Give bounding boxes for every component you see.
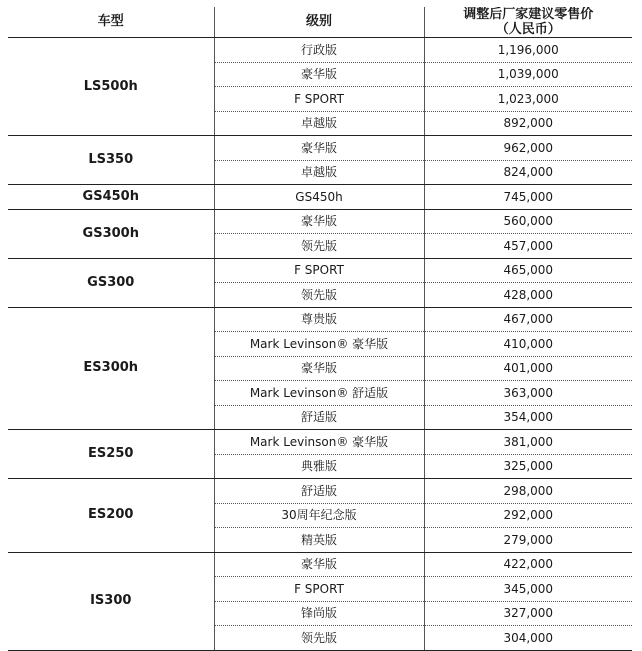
model-cell: GS450h — [8, 185, 214, 210]
table-row — [8, 307, 632, 332]
table-row — [8, 258, 632, 283]
trim-cell: 典雅版 — [214, 454, 424, 479]
header-price-line1: 调整后厂家建议零售价 — [463, 7, 594, 22]
price-cell: 465,000 — [424, 258, 632, 283]
price-table — [8, 7, 632, 651]
price-cell: 401,000 — [424, 356, 632, 381]
header-price-line2: （人民币） — [495, 22, 561, 37]
price-cell: 304,000 — [424, 626, 632, 651]
table-header — [8, 7, 632, 38]
model-cell: GS300h — [8, 209, 214, 258]
trim-cell: F SPORT — [214, 258, 424, 283]
price-cell: 745,000 — [424, 185, 632, 210]
trim-cell: 领先版 — [214, 626, 424, 651]
price-cell: 467,000 — [424, 307, 632, 332]
price-cell: 410,000 — [424, 332, 632, 357]
model-cell: LS350 — [8, 136, 214, 185]
table-row — [8, 209, 632, 234]
trim-cell: 领先版 — [214, 283, 424, 308]
trim-cell: 领先版 — [214, 234, 424, 259]
model-cell: ES200 — [8, 479, 214, 553]
trim-cell: GS450h — [214, 185, 424, 210]
table-row — [8, 479, 632, 504]
price-cell: 1,023,000 — [424, 87, 632, 112]
trim-cell: 精英版 — [214, 528, 424, 553]
trim-cell: 豪华版 — [214, 356, 424, 381]
model-cell: LS500h — [8, 38, 214, 136]
trim-cell: Mark Levinson® 舒适版 — [214, 381, 424, 406]
table-row — [8, 185, 632, 210]
trim-cell: 30周年纪念版 — [214, 503, 424, 528]
header-trim: 级别 — [214, 7, 424, 38]
trim-cell: 尊贵版 — [214, 307, 424, 332]
price-cell: 457,000 — [424, 234, 632, 259]
header-price — [424, 7, 632, 38]
price-cell: 363,000 — [424, 381, 632, 406]
model-cell: ES300h — [8, 307, 214, 430]
table-row — [8, 552, 632, 577]
price-cell: 560,000 — [424, 209, 632, 234]
price-cell: 1,196,000 — [424, 38, 632, 63]
price-cell: 428,000 — [424, 283, 632, 308]
trim-cell: 行政版 — [214, 38, 424, 63]
price-cell: 325,000 — [424, 454, 632, 479]
price-cell: 327,000 — [424, 601, 632, 626]
trim-cell: 锋尚版 — [214, 601, 424, 626]
trim-cell: 卓越版 — [214, 160, 424, 185]
price-cell: 381,000 — [424, 430, 632, 455]
price-cell: 279,000 — [424, 528, 632, 553]
header-model: 车型 — [8, 7, 214, 38]
table-row — [8, 430, 632, 455]
price-cell: 298,000 — [424, 479, 632, 504]
price-cell: 1,039,000 — [424, 62, 632, 87]
price-cell: 892,000 — [424, 111, 632, 136]
price-cell: 292,000 — [424, 503, 632, 528]
price-cell: 824,000 — [424, 160, 632, 185]
model-cell: GS300 — [8, 258, 214, 307]
price-cell: 962,000 — [424, 136, 632, 161]
model-cell: IS300 — [8, 552, 214, 650]
trim-cell: F SPORT — [214, 87, 424, 112]
price-cell: 422,000 — [424, 552, 632, 577]
trim-cell: Mark Levinson® 豪华版 — [214, 430, 424, 455]
table-row — [8, 136, 632, 161]
trim-cell: F SPORT — [214, 577, 424, 602]
table-row — [8, 38, 632, 63]
trim-cell: 豪华版 — [214, 136, 424, 161]
model-cell: ES250 — [8, 430, 214, 479]
trim-cell: 豪华版 — [214, 552, 424, 577]
trim-cell: 舒适版 — [214, 405, 424, 430]
trim-cell: 豪华版 — [214, 209, 424, 234]
header-row — [8, 7, 632, 38]
trim-cell: 卓越版 — [214, 111, 424, 136]
table-body — [8, 38, 632, 651]
trim-cell: 豪华版 — [214, 62, 424, 87]
trim-cell: Mark Levinson® 豪华版 — [214, 332, 424, 357]
trim-cell: 舒适版 — [214, 479, 424, 504]
price-cell: 345,000 — [424, 577, 632, 602]
price-cell: 354,000 — [424, 405, 632, 430]
